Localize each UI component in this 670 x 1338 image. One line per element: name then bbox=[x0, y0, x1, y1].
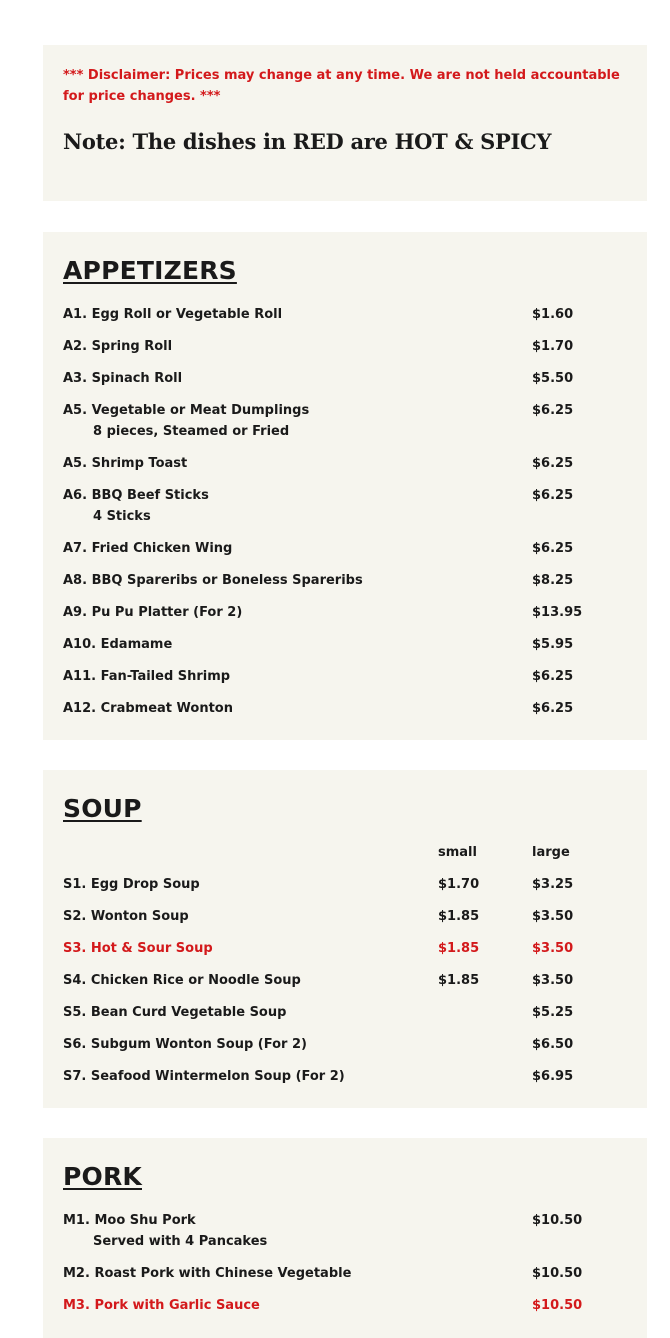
menu-item bbox=[63, 541, 633, 563]
soup-section bbox=[43, 770, 647, 1108]
menu-item bbox=[63, 1005, 633, 1027]
menu-item bbox=[63, 605, 633, 627]
item-name: M2. Roast Pork with Chinese Vegetable bbox=[63, 1266, 352, 1281]
disclaimer-text: *** Disclaimer: Prices may change at any time. We are not held accountable for price changes. *** bbox=[63, 68, 620, 104]
item-price: $10.50 bbox=[532, 1213, 583, 1228]
section-title-soup: SOUP bbox=[63, 794, 142, 823]
menu-item bbox=[63, 909, 633, 931]
item-price-small: $1.85 bbox=[438, 973, 480, 988]
section-title-pork: PORK bbox=[63, 1162, 142, 1191]
item-price: $1.70 bbox=[532, 339, 574, 354]
item-price-large: $3.25 bbox=[532, 877, 574, 892]
item-price: $6.25 bbox=[532, 701, 574, 716]
menu-item bbox=[63, 307, 633, 329]
menu-item bbox=[63, 637, 633, 659]
item-name: A6. BBQ Beef Sticks bbox=[63, 488, 209, 503]
item-price: $10.50 bbox=[532, 1266, 583, 1281]
menu-item bbox=[63, 877, 633, 899]
menu-item bbox=[63, 701, 633, 723]
item-name: S5. Bean Curd Vegetable Soup bbox=[63, 1005, 287, 1020]
item-price-large: $3.50 bbox=[532, 909, 574, 924]
item-price: $6.25 bbox=[532, 456, 574, 471]
item-name: A8. BBQ Spareribs or Boneless Spareribs bbox=[63, 573, 363, 588]
item-description: Served with 4 Pancakes bbox=[93, 1234, 268, 1249]
item-name: A5. Shrimp Toast bbox=[63, 456, 188, 471]
menu-item bbox=[63, 941, 633, 963]
item-description: 4 Sticks bbox=[93, 509, 151, 524]
menu-item bbox=[63, 1037, 633, 1059]
soup-small-header: small bbox=[438, 845, 477, 860]
item-name: S7. Seafood Wintermelon Soup (For 2) bbox=[63, 1069, 345, 1084]
item-name: S3. Hot & Sour Soup bbox=[63, 941, 213, 956]
item-price: $6.25 bbox=[532, 403, 574, 418]
item-price: $13.95 bbox=[532, 605, 583, 620]
item-price-small: $1.85 bbox=[438, 941, 480, 956]
item-name: M1. Moo Shu Pork bbox=[63, 1213, 196, 1228]
item-name: A10. Edamame bbox=[63, 637, 173, 652]
item-name: A12. Crabmeat Wonton bbox=[63, 701, 233, 716]
item-name: S6. Subgum Wonton Soup (For 2) bbox=[63, 1037, 307, 1052]
menu-item bbox=[63, 669, 633, 691]
pork-section bbox=[43, 1138, 647, 1338]
item-price: $5.50 bbox=[532, 371, 574, 386]
menu-item bbox=[63, 339, 633, 361]
item-price: $5.95 bbox=[532, 637, 574, 652]
soup-large-header: large bbox=[532, 845, 570, 860]
item-name: M3. Pork with Garlic Sauce bbox=[63, 1298, 260, 1313]
menu-item bbox=[63, 573, 633, 595]
item-price: $6.25 bbox=[532, 541, 574, 556]
item-price: $6.25 bbox=[532, 669, 574, 684]
item-price: $6.25 bbox=[532, 488, 574, 503]
item-price-large: $6.95 bbox=[532, 1069, 574, 1084]
menu-item bbox=[63, 1298, 633, 1320]
section-title-appetizers: APPETIZERS bbox=[63, 256, 237, 285]
menu-item bbox=[63, 456, 633, 478]
item-name: A9. Pu Pu Platter (For 2) bbox=[63, 605, 243, 620]
item-price-large: $6.50 bbox=[532, 1037, 574, 1052]
disclaimer-card bbox=[43, 45, 647, 201]
menu-item bbox=[63, 1266, 633, 1288]
item-name: S2. Wonton Soup bbox=[63, 909, 189, 924]
spicy-note: Note: The dishes in RED are HOT & SPICY bbox=[63, 129, 552, 154]
item-price-large: $3.50 bbox=[532, 973, 574, 988]
item-description: 8 pieces, Steamed or Fried bbox=[93, 424, 290, 439]
item-name: A5. Vegetable or Meat Dumplings bbox=[63, 403, 310, 418]
item-price-small: $1.70 bbox=[438, 877, 480, 892]
item-price-small: $1.85 bbox=[438, 909, 480, 924]
menu-item bbox=[63, 1069, 633, 1091]
item-name: A1. Egg Roll or Vegetable Roll bbox=[63, 307, 283, 322]
item-price: $1.60 bbox=[532, 307, 574, 322]
menu-item bbox=[63, 371, 633, 393]
item-price-large: $5.25 bbox=[532, 1005, 574, 1020]
item-name: A2. Spring Roll bbox=[63, 339, 173, 354]
menu-item bbox=[63, 403, 633, 439]
menu-item bbox=[63, 1213, 633, 1249]
item-name: A7. Fried Chicken Wing bbox=[63, 541, 233, 556]
appetizers-section bbox=[43, 232, 647, 740]
menu-item bbox=[63, 973, 633, 995]
item-price: $8.25 bbox=[532, 573, 574, 588]
item-name: A11. Fan-Tailed Shrimp bbox=[63, 669, 231, 684]
item-price-large: $3.50 bbox=[532, 941, 574, 956]
item-price: $10.50 bbox=[532, 1298, 583, 1313]
item-name: S4. Chicken Rice or Noodle Soup bbox=[63, 973, 301, 988]
item-name: A3. Spinach Roll bbox=[63, 371, 183, 386]
menu-item bbox=[63, 488, 633, 524]
item-name: S1. Egg Drop Soup bbox=[63, 877, 200, 892]
